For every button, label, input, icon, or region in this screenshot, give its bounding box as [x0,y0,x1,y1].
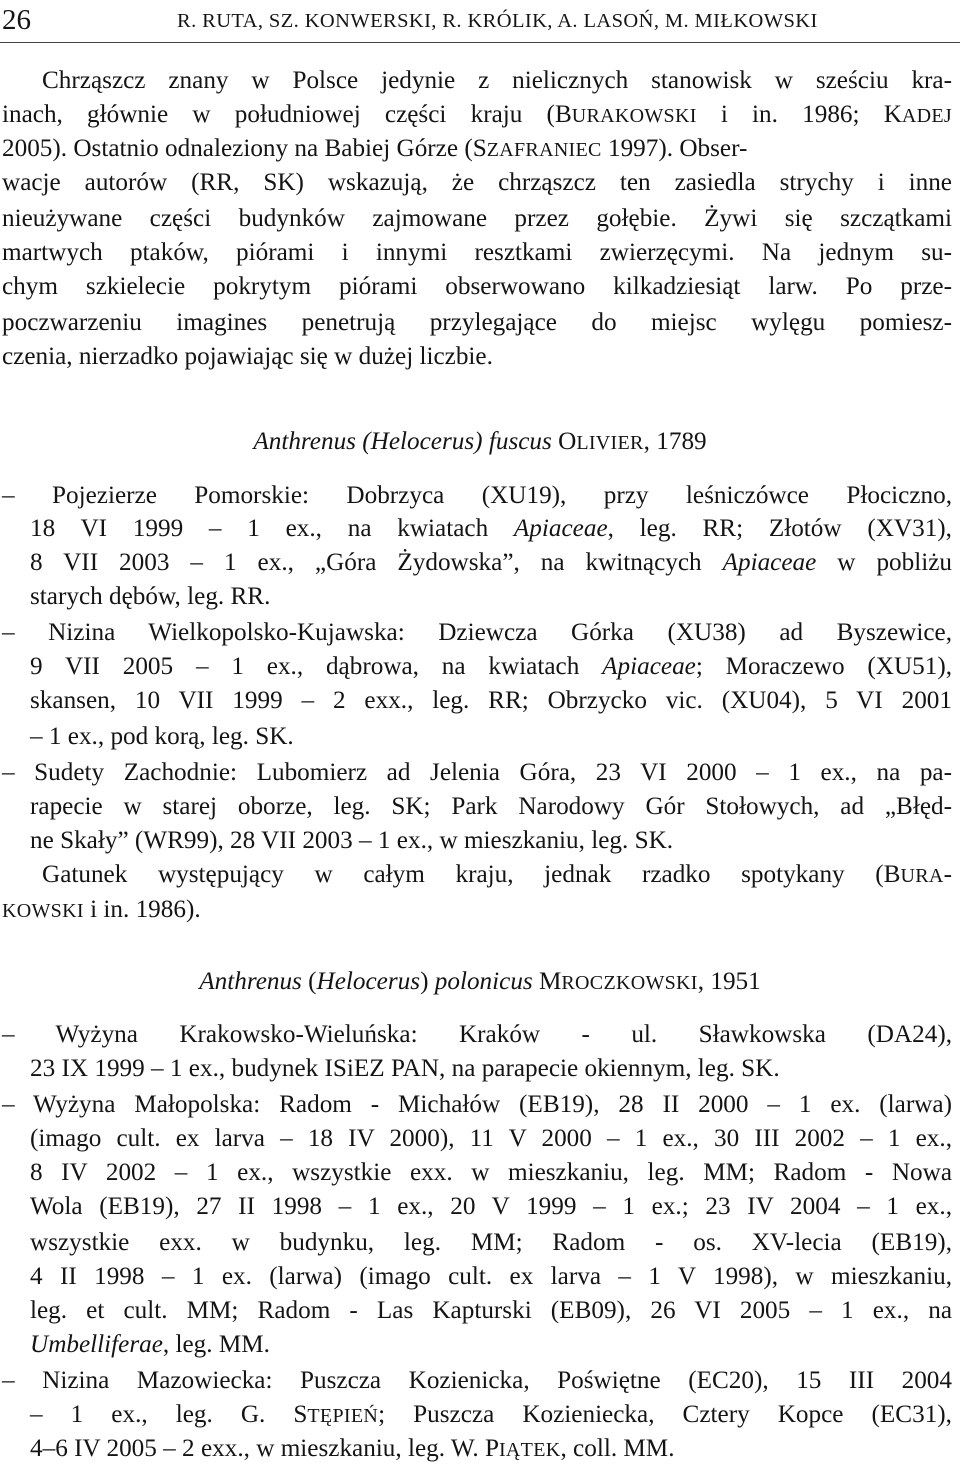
text-line [30,720,952,754]
italic-text: Apiaceae [722,549,817,576]
text-segment: 23 IX 1999 – 1 ex., budynek ISiEZ PAN, na parapecie okiennym, leg. SK. [30,1055,780,1082]
text-segment: poczwarzeniu imagines penetrują przylegające do miejsc wylęgu pomiesz- [2,309,952,336]
text-line [42,858,952,892]
text-segment: 8 VII 2003 – 1 ex., „Góra Żydowska”, na kwitnących [30,549,723,576]
text-segment: M [532,968,562,995]
text-segment: starych dębów, leg. RR. [30,583,271,610]
text-segment: skansen, 10 VII 1999 – 2 exx., leg. RR; Obrzycko vic. (XU04), 5 VI 2001 [30,687,952,714]
small-caps-text: TĘPIEŃ [307,1405,379,1427]
text-line [2,270,952,304]
text-line [2,202,952,236]
text-segment: Wola (EB19), 27 II 1998 – 1 ex., 20 V 1999 – 1 ex.; 23 IV 2004 – 1 ex., [30,1193,952,1220]
text-line [30,1260,952,1294]
text-segment: (imago cult. ex larva – 18 IV 2000), 11 V 2000 – 1 ex., 30 III 2002 – 1 ex., [30,1125,952,1152]
small-caps-text: ADEJ [901,105,952,127]
text-line [2,340,952,374]
text-segment: ; Moraczewo (XU51), [695,653,953,680]
text-line [30,1398,952,1432]
text-segment: - [943,861,952,888]
small-caps-text: ROCZKOWSKI [561,972,698,994]
text-segment: ( [301,968,317,995]
text-line [2,236,952,270]
text-line [2,166,952,200]
text-segment: w pobliżu [816,549,953,576]
text-segment: martwych ptaków, piórami i innymi resztkami zwierzęcymi. Na jednym su- [2,239,952,266]
species-heading [0,425,960,459]
text-line [30,546,952,580]
text-line [2,1364,952,1398]
text-line [2,1018,952,1052]
text-line [2,756,952,790]
text-segment: i in. 1986; K [696,101,902,128]
text-segment: – Nizina Mazowiecka: Puszcza Kozienicka, Poświętne (EC20), 15 III 2004 [2,1367,952,1394]
text-line [30,650,952,684]
text-line [2,1088,952,1122]
running-head-authors: R. RUTA, SZ. KONWERSKI, R. KRÓLIK, A. LASOŃ, M. MIŁKOWSKI [177,10,818,32]
text-line [30,1156,952,1190]
text-line [30,1122,952,1156]
italic-text: Umbelliferae [30,1331,163,1358]
text-segment: 4 II 1998 – 1 ex. (larwa) (imago cult. ex larva – 1 V 1998), w mieszkaniu, [30,1263,952,1290]
small-caps-text: IĄTEK [498,1439,561,1461]
text-line [30,512,952,546]
text-segment: , 1951 [697,968,761,995]
text-segment: , coll. MM. [560,1435,675,1462]
text-line [30,1052,952,1086]
species-heading [0,965,960,999]
text-segment: – 1 ex., leg. G. S [30,1401,308,1428]
text-segment: , leg. RR; Złotów (XV31), [607,515,952,542]
text-segment: chym szkielecie pokrytym piórami obserwowano kilkadziesiąt larw. Po prze- [2,273,952,300]
text-line [30,1294,952,1328]
text-line [30,1190,952,1224]
text-segment: wszystkie exx. w budynku, leg. MM; Radom - os. XV-lecia (EB19), [30,1229,952,1256]
text-line [2,306,952,340]
text-segment: wacje autorów (RR, SK) wskazują, że chrząszcz ten zasiedla strychy i inne [2,169,952,196]
text-segment: – Sudety Zachodnie: Lubomierz ad Jelenia Góra, 23 VI 2000 – 1 ex., na pa- [2,759,952,786]
text-segment: , 1789 [643,428,707,455]
text-segment: czenia, nierzadko pojawiając się w dużej liczbie. [2,343,493,370]
text-line [30,684,952,718]
text-segment: ) [420,968,435,995]
text-segment: 9 VII 2005 – 1 ex., dąbrowa, na kwiatach [30,653,603,680]
text-line [30,1328,952,1362]
text-segment: 1997). Obser- [601,135,748,162]
text-segment: – Wyżyna Krakowsko-Wieluńska: Kraków - ul. Sławkowska (DA24), [2,1021,952,1048]
text-segment: – Nizina Wielkopolsko-Kujawska: Dziewcza Górka (XU38) ad Byszewice, [2,619,952,646]
italic-text: Anthrenus (Helocerus) fuscus [253,428,552,455]
text-segment: – Pojezierze Pomorskie: Dobrzyca (XU19), przy leśniczówce Płociczno, [2,482,952,509]
text-line [2,98,952,132]
small-caps-text: KOWSKI [2,900,84,922]
italic-text: Anthrenus [199,968,302,995]
text-segment: 18 VI 1999 – 1 ex., na kwiatach [30,515,514,542]
text-segment: ne Skały” (WR99), 28 VII 2003 – 1 ex., w mieszkaniu, leg. SK. [30,827,674,854]
text-segment: rapecie w starej oborze, leg. SK; Park Narodowy Gór Stołowych, ad „Błęd- [30,793,952,820]
text-segment: Gatunek występujący w całym kraju, jednak rzadko spotykany (B [42,861,901,888]
small-caps-text: LIVIER [576,432,644,454]
header-rule [0,42,960,43]
text-segment: leg. et cult. MM; Radom - Las Kapturski (EB09), 26 VI 2005 – 1 ex., na [30,1297,952,1324]
text-segment: – 1 ex., pod korą, leg. SK. [30,723,294,750]
italic-text: Apiaceae [602,653,696,680]
text-segment: Chrząszcz znany w Polsce jedynie z nielicznych stanowisk w sześciu kra- [42,67,952,94]
page-number: 26 [2,4,31,36]
text-segment: ; Puszcza Kozieniecka, Cztery Kopce (EC31), [378,1401,952,1428]
text-segment: 8 IV 2002 – 1 ex., wszystkie exx. w mieszkaniu, leg. MM; Radom - Nowa [30,1159,952,1186]
text-line [30,824,952,858]
text-line [42,64,952,98]
italic-text: Helocerus [316,968,421,995]
text-line [2,479,952,513]
text-segment: i in. 1986). [83,896,201,923]
small-caps-text: ZAFRANIEC [486,139,602,161]
italic-text: polonicus [434,968,533,995]
text-segment: , leg. MM. [162,1331,270,1358]
text-segment: inach, głównie w południowej części kraju ( [2,101,555,128]
page-header [0,0,960,44]
text-line [30,1226,952,1260]
text-segment: O [551,428,577,455]
small-caps-text: URA [900,865,944,887]
italic-text: Apiaceae [513,515,608,542]
text-line [30,1432,952,1466]
text-segment: 4–6 IV 2005 – 2 exx., w mieszkaniu, leg. W. P [30,1435,499,1462]
text-line [2,616,952,650]
text-line [2,893,952,927]
small-caps-text: URAKOWSKI [571,105,697,127]
text-segment: nieużywane części budynków zajmowane przez gołębie. Żywi się szczątkami [2,205,952,232]
text-segment: B [554,101,572,128]
text-line [2,132,952,166]
text-segment: – Wyżyna Małopolska: Radom - Michałów (EB19), 28 II 2000 – 1 ex. (larwa) [2,1091,952,1118]
text-line [30,580,952,614]
text-line [30,790,952,824]
text-segment: 2005). Ostatnio odnaleziony na Babiej Górze (S [2,135,487,162]
